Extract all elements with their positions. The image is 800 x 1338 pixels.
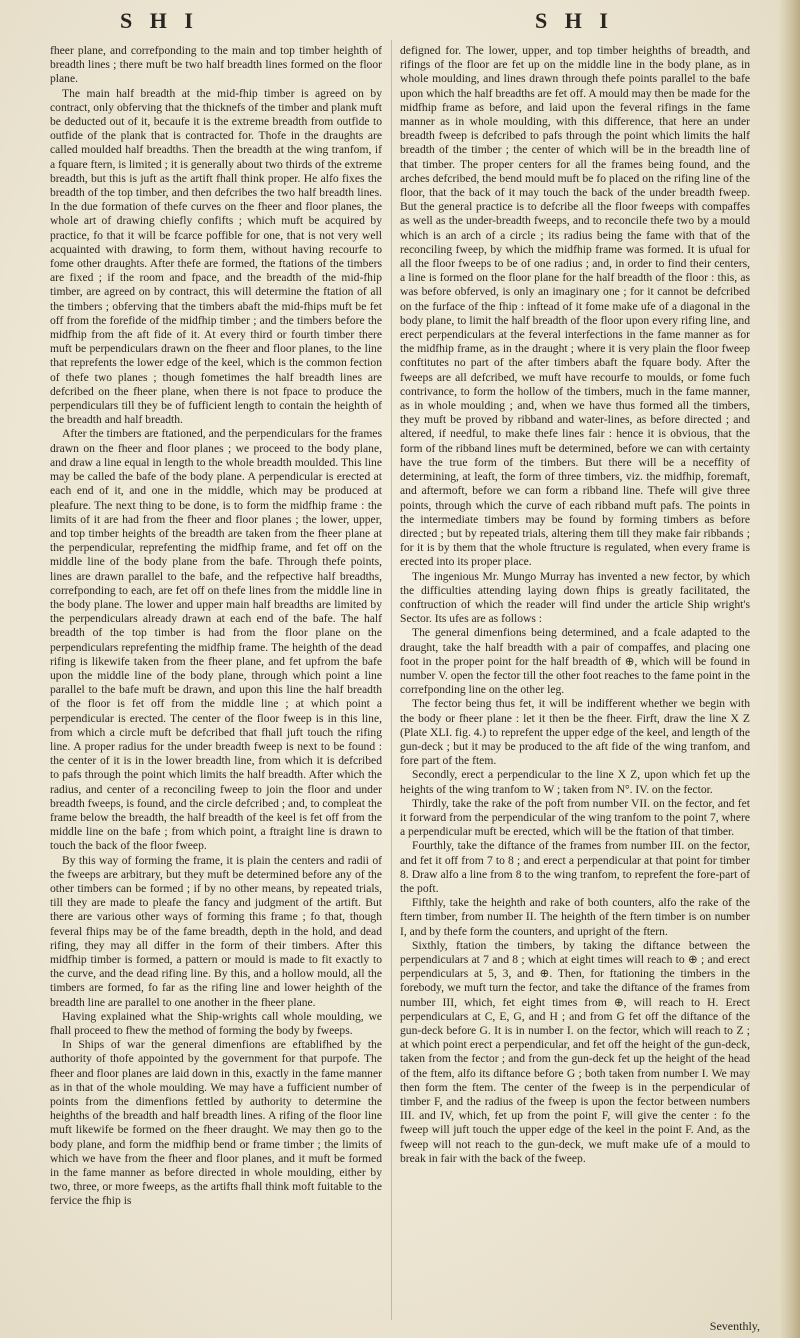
paragraph: The fector being thus fet, it will be indifferent whether we begin with the body or fheer plane : let it then be the fheer. Firft, draw the line X Z (Plate XLI. fig. 4.) to reprefent the upper edge of the keel, and length of the gun-deck ; but it may be produced to the aft fide of the wing tranfom, and fore part of the ftem. <box>400 697 750 768</box>
paragraph: The main half breadth at the mid-fhip timber is agreed on by contract, only obferving that the thicknefs of the timber and plank muft be deducted out of it, becaufe it is the extreme breadth from outfide to outfide of the plank that is contracted for. Thofe in the draughts are called moulded half breadths. Then the breadth at the wing tranfom, if a fquare ftern, is limited ; it is generally about two thirds of the extreme breadth, but this is juft as the artift fhall think proper. He alfo fixes the breadth of the top timber, and then defcribes the two half breadth lines. In the due formation of thefe curves on the fheer and floor planes, the whole art of drawing chiefly confifts ; which muft be acquired by practice, fo that it will be fcarce poffible for one, that is not very well acquainted with drawing, to form them, without having recourfe to fome other draughts. After thefe are formed, the ftations of the timbers are fixed ; if the room and fpace, and the breadth of the mid-fhip timber, are agreed on by contract, this will determine the ftation of all the timbers ; obferving that the timbers abaft the mid-fhips muft be fet off from the forefide of the midfhip timber ; and the timbers before the midfhip from the aft fide of it. At every third or fourth timber there muft be perpendiculars drawn on the fheer and floor planes, to the line that reprefents the lower edge of the keel, which is the common fection of thefe two planes ; though fometimes the half breadth lines are defcribed on the fheer plane, when there is not fpace to produce the perpendiculars till they be of fufficient length to contain the heighth of the breadth and half breadth. <box>50 86 382 427</box>
column-divider <box>391 40 392 1320</box>
paragraph: Thirdly, take the rake of the poft from number VII. on the fector, and fet it forward from the perpendicular of the wing tranfom to the point 7, where a perpendicular muft be erected, which will be the ftation of that timber. <box>400 796 750 839</box>
paragraph: Having explained what the Ship-wrights call whole moulding, we fhall proceed to fhew the method of forming the body by fweeps. <box>50 1009 382 1038</box>
paragraph: The ingenious Mr. Mungo Murray has invented a new fector, by which the difficulties attending laying down fhips is greatly facilitated, the conftruction of which the reader will find under the article Ship wright's Sector. Its ufes are as follows : <box>400 569 750 626</box>
running-head-right: S H I <box>535 8 614 33</box>
right-column <box>400 44 750 1329</box>
paragraph: Fourthly, take the diftance of the frames from number III. on the fector, and fet it off from 7 to 8 ; and erect a perpendicular at that point for timber 8. Draw alfo a line from 8 to the wing tranfom, to reprefent the fore-part of the poft. <box>400 839 750 895</box>
page-edge <box>778 0 800 1338</box>
paragraph: Secondly, erect a perpendicular to the line X Z, upon which fet up the heights of the wing tranfom to W ; taken from N°. IV. on the fector. <box>400 768 750 796</box>
paragraph: Fifthly, take the heighth and rake of both counters, alfo the rake of the ftern timber, from number II. The heighth of the ftern timber is on number I, and by thefe form the counters, and upright of the ftern. <box>400 896 750 938</box>
running-head-left: S H I <box>120 8 199 33</box>
paragraph: Sixthly, ftation the timbers, by taking the diftance between the perpendiculars at 7 and 8 ; which at eight times will reach to ⊕ ; and erect perpendiculars at 5, 3, and ⊕. Then, for ftationing the timbers in the forebody, we muft turn the fector, and take the diftance of the frames from number III, which, fet eight times from ⊕, will reach to H. Erect perpendiculars at C, E, G, and H ; and from G fet off the diftance of the gun-deck before G. It is in number I. on the fector, which will reach to Z ; at which point erect a perpendicular, and fet off the height of the gun-deck, taken from the fector ; and from the gun-deck fet up the height of the head of the ftem, alfo its diftance before G ; both taken from number I. We may then form the ftem. The center of the fweep is in the perpendicular of timber F, and the radius of the fweep is upon the fector between numbers III. and IV, which, fet up from the point F, will give the center : fo the fweep will juft touch the upper edge of the keel in the point F. And, as the fweep will not reach to the gun-deck, we muft make ufe of a mould to break in fair with the back of the fweep. <box>400 938 750 1165</box>
catchword: Seventhly, <box>709 1319 760 1333</box>
paragraph: defigned for. The lower, upper, and top timber heighths of breadth, and rifings of the floor are fet up on the middle line in the body plane, as in whole moulding, and lines drawn through thefe points parallel to the bafe upon which the half breadths are fet off. A mould may then be made for the midfhip frame as before, and laid upon the feveral rifings in the fame manner as in whole moulding, with this difference, that here an under breadth fweep is defcribed to pafs through the point which limits the half breadth of the timber ; the center of which will be in the breadth line of that timber. The proper centers for all the frames being found, and the arches defcribed, the bend mould muft be fo placed on the rifing line of the floor, that the back of it may touch the back of the under breadth fweep. But the general practice is to defcribe all the floor fweeps with compaffes as well as the under-breadth fweeps, and to reconcile thefe two by a mould which is an arch of a circle ; its radius being the fame with that of the reconciling fweep, by which the midfhip frame was formed. It is ufual for all the floor fweeps to be of one radius ; and, in order to find their centers, a line is formed on the floor plane for the half breadth of the floor : this, as was before obferved, is only an imaginary one ; for it cannot be defcribed on the furface of the fhip : inftead of it fome make ufe of a diagonal in the body plane, to limit the half breadth of the floor upon every rifing line, and erect perpendiculars at the feveral interfections in the fame manner as for the midfhip frame, as in the draught ; where it is very plain the floor fweep conftitutes no part of the after timbers abaft the fquare body. After the fweeps are all defcribed, we muft have recourfe to moulds, or fome fuch contrivance, to form the hollow of the timbers, much in the fame manner, as in whole moulding ; and, when we have thus formed all the timbers, they muft be proved by ribband and water-lines, as before directed ; and altered, if needful, to make thefe lines fair : hence it is obvious, that the form of the ribband lines muft be determined, before we can with certainty have the true form of the timbers. But there will be a neceffity of determining, at leaft, the form of three timbers, viz. the midfhip, foremaft, and aftermoft, before we can form a ribband line. Thefe will give three points, through which the curve of each ribband muft pafs. The points in the intermediate timbers may be found by forming timbers as before directed ; but by repeated trials, altering them till they make fair ribbands ; for it is by them that the whole ftructure is regulated, when every frame is erected into its proper place. <box>400 44 750 569</box>
paragraph: The general dimenfions being determined, and a fcale adapted to the draught, take the half breadth with a pair of compaffes, and placing one foot in the proper point for the half breadth of ⊕, which will be found in number V. open the fector till the other foot reaches to the fame point in the correfponding line on the other leg. <box>400 626 750 697</box>
left-column <box>50 44 382 1329</box>
page-header <box>0 8 778 38</box>
paragraph: In Ships of war the general dimenfions are eftablifhed by the authority of thofe appointed by the government for that purpofe. The fheer and floor planes are laid down in this, exactly in the fame manner as in that of the whole moulding. We may have a fufficient number of points from the dimenfions fettled by authority to determine the heighths of the breadth and half breadth lines. A rifing of the floor line muft likewife be formed on the fheer draught. We may then go to the body plane, and form the midfhip bend or frame timber ; the limits of which we have from the fheer and floor planes, and it muft be formed in the fame manner as before directed in whole moulding, either by two, three, or more fweeps, as the artifts fhall think moft fuitable to the fervice the fhip is <box>50 1038 382 1208</box>
paragraph: fheer plane, and correfponding to the main and top timber heighth of breadth lines ; there muft be two half breadth lines formed on the floor plane. <box>50 44 382 86</box>
paragraph: By this way of forming the frame, it is plain the centers and radii of the fweeps are arbitrary, but they muft be determined before any of the other timbers can be formed ; if by no other means, by repeated trials, till they are made to pleafe the fancy and judgment of the artift. But there are various other ways of forming this frame ; fo that, though feveral fhips may be of the fame breadth, depth in the hold, and dead rifing, they may all differ in the form of their timbers. After this midfhip timber is formed, a pattern or mould is made to fit exactly to the curve, and the dead rifing line. By this, and a hollow mould, all the timbers are formed, fo far as the rifing line and lower heighth of the breadth line are parallel to one another in the fheer plane. <box>50 853 382 1009</box>
paragraph: After the timbers are ftationed, and the perpendiculars for the frames drawn on the fheer and floor planes ; we proceed to the body plane, and draw a line equal in length to the whole breadth moulded. This line may be called the bafe of the body plane. A perpendicular is erected at each end of it, and one in the middle, which may be produced at pleafure. The next thing to be done, is to form the midfhip frame : the limits of it are had from the fheer and floor planes ; the lower, upper, and top timber heights of the breadth are taken from the fheer plane at the perpendicular, reprefenting the midfhip frame, and fet off on the middle line of the body plane from the bafe. Through thefe points, lines are drawn parallel to the bafe, and the refpective half breadths, correfponding to each, are fet off on thefe lines from the middle line in the body plane. The lower and upper main half breadths are limited by the perpendiculars already drawn at each end of the bafe. The half breadth of the top timber is had from the floor plane on the perpendiculars reprefenting the midfhip frame. The heighth of the dead rifing is likewife taken from the fheer plane, and fet upfrom the bafe upon the middle line of the body plane, through which point a line parallel to the bafe muft be drawn, and upon this line the half breadth of the floor is fet off from the middle line ; at which point a perpendicular is erected. The center of the floor fweep is in this line, from which a circle muft be defcribed that fhall juft touch the rifing line. A proper radius for the under breadth fweep is next to be found : the center of it is in the lower breadth line, from which it is defcribed to pafs through the point which limits the half breadth. After which the radius, and center of a reconciling fweep to join the floor and under breadth fweeps, is found, and the circle defcribed ; and, to compleat the frame below the breadth, the half breadth of the keel is fet off from the middle line on the bafe ; from which point, a ftraight line is drawn to touch the back of the floor fweep. <box>50 427 382 853</box>
